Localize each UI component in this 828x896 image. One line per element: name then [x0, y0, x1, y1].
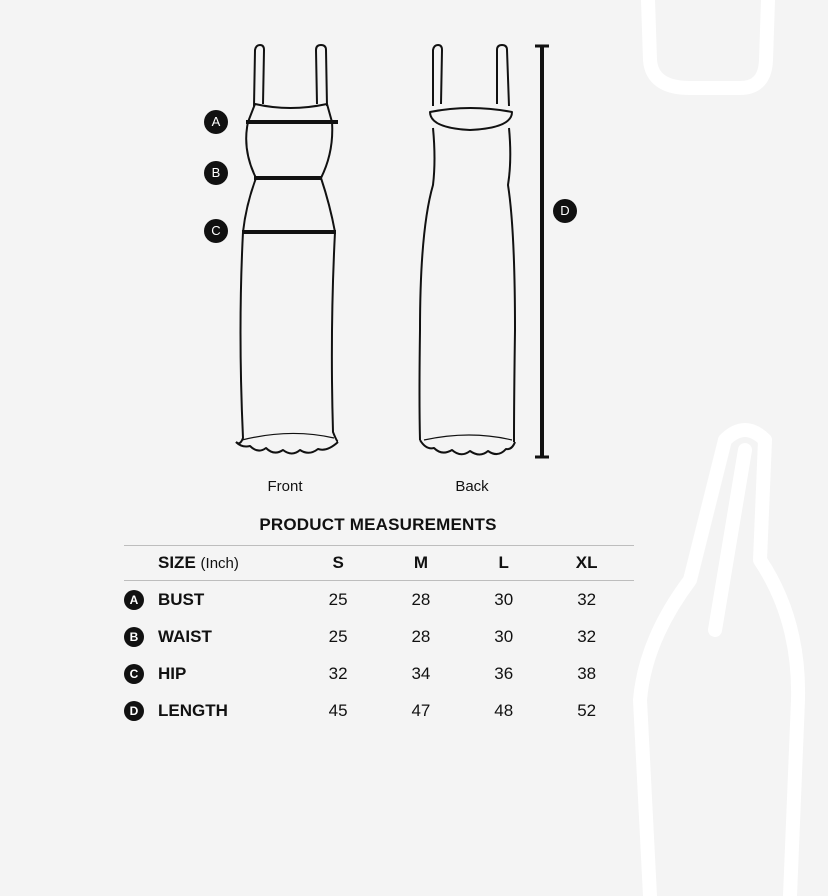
front-hem-ruffle: [236, 442, 338, 454]
measurement-name-cell: [124, 618, 303, 655]
back-hem-ruffle: [420, 440, 515, 455]
size-s-header: S: [332, 553, 344, 572]
back-strap-right: [497, 45, 509, 106]
measurement-value-cell: 38: [577, 663, 597, 683]
front-neckline: [248, 104, 332, 122]
size-header: [124, 546, 303, 581]
measurement-value-cell: 32: [328, 663, 348, 683]
measurement-name-cell: [124, 581, 303, 619]
back-neckline: [430, 108, 512, 130]
size-header-label: SIZE: [158, 553, 196, 572]
back-strap-left: [433, 45, 442, 106]
measurement-name: WAIST: [158, 626, 212, 646]
measurement-value-cell: 25: [328, 589, 348, 609]
measurements-title: PRODUCT MEASUREMENTS: [259, 515, 497, 534]
back-view-label: Back: [455, 478, 489, 495]
table-row: [124, 692, 634, 729]
row-marker-badge: D: [124, 701, 144, 721]
row-marker-badge: C: [124, 664, 144, 684]
size-l-header: L: [498, 553, 509, 572]
measurement-value-cell: 34: [411, 663, 431, 683]
measurement-value-cell: 45: [328, 700, 348, 720]
marker-d-badge: D: [553, 199, 577, 223]
table-header-row: [124, 546, 634, 581]
front-strap-left: [254, 45, 264, 106]
marker-a-badge: A: [204, 110, 228, 134]
measurement-value-cell: 30: [494, 589, 514, 609]
measurement-value-cell: 30: [494, 626, 514, 646]
size-xl-header: XL: [575, 553, 598, 572]
table-row: [124, 618, 634, 655]
back-hem-inner: [424, 435, 512, 440]
measurement-value-cell: 52: [577, 700, 597, 720]
dress-drawing: [190, 38, 610, 468]
measurement-value-cell: 28: [411, 626, 431, 646]
front-body-outline: [236, 122, 338, 443]
back-dress: [420, 45, 516, 455]
measurement-name-cell: [124, 655, 303, 692]
table-row: [124, 581, 634, 619]
dress-figure: [190, 38, 610, 468]
measurement-value-cell: 32: [577, 589, 597, 609]
table-body: [124, 581, 634, 730]
back-body-outline: [420, 128, 516, 442]
hanger-top-outline: [648, 0, 768, 88]
marker-c-badge: C: [204, 219, 228, 243]
row-marker-badge: B: [124, 627, 144, 647]
measurement-value-cell: 48: [494, 700, 514, 720]
measurement-name: BUST: [158, 589, 205, 609]
size-chart-table: [124, 545, 634, 729]
measurement-value-cell: 32: [577, 626, 597, 646]
table-row: [124, 655, 634, 692]
size-unit-label: (Inch): [200, 555, 239, 572]
measurement-name-cell: [124, 692, 303, 729]
front-dress: [236, 45, 338, 454]
size-m-header: M: [413, 553, 429, 572]
measurement-value-cell: 28: [411, 589, 431, 609]
front-hem-inner: [242, 433, 334, 440]
hanger-body-outline: [640, 430, 798, 896]
measurement-value-cell: 36: [494, 663, 514, 683]
measurement-value-cell: 47: [411, 700, 431, 720]
measurement-name: LENGTH: [158, 700, 228, 720]
front-strap-right: [316, 45, 327, 106]
measurement-value-cell: 25: [328, 626, 348, 646]
marker-b-badge: B: [204, 161, 228, 185]
measurement-name: HIP: [158, 663, 187, 683]
row-marker-badge: A: [124, 590, 144, 610]
front-view-label: Front: [267, 478, 303, 495]
